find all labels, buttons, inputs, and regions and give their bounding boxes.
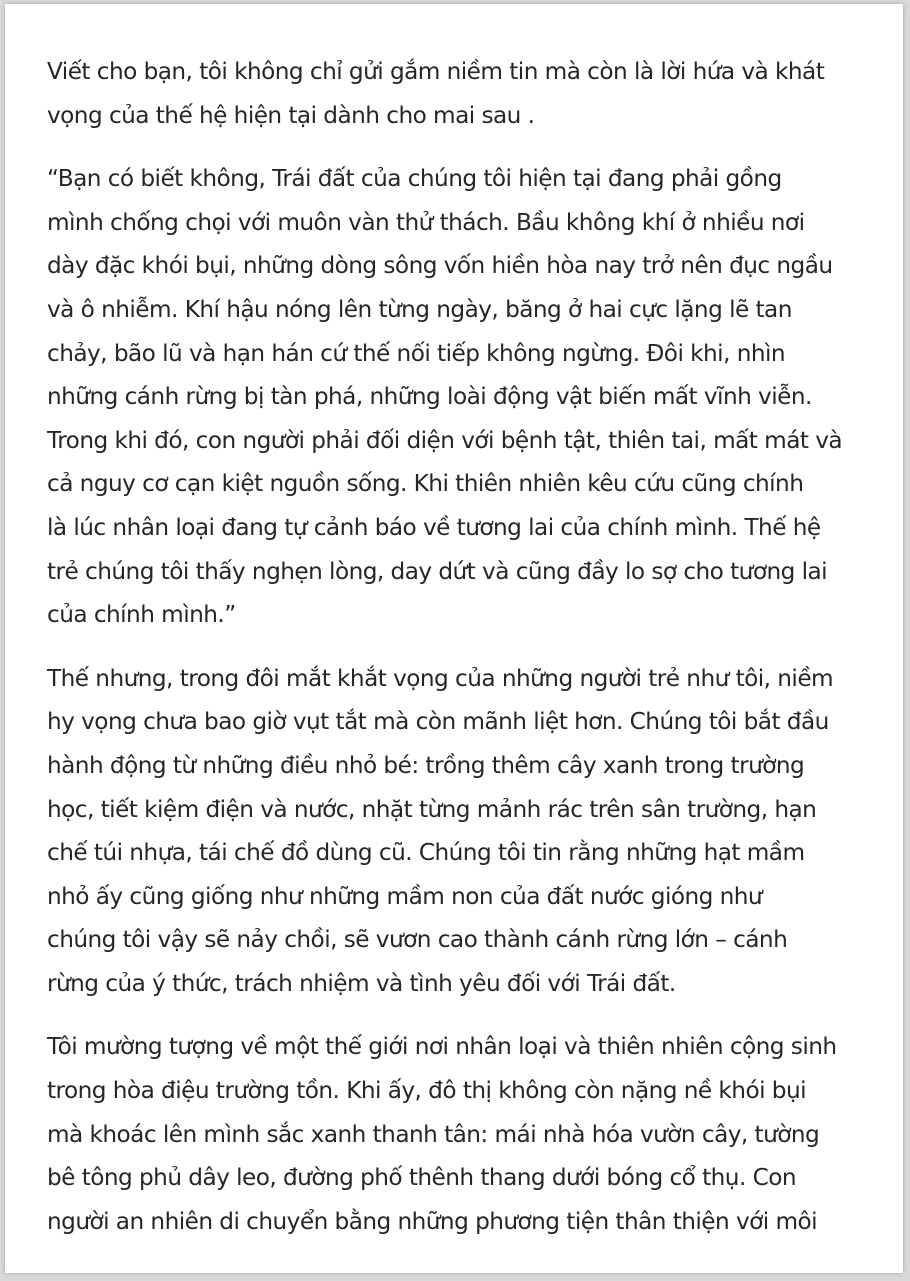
text-line: người an nhiên di chuyển bằng những phương tiện thân thiện với môi [47, 1207, 818, 1235]
text-line: là lúc nhân loại đang tự cảnh báo về tương lai của chính mình. Thế hệ [47, 513, 821, 541]
text-line: những cánh rừng bị tàn phá, những loài động vật biến mất vĩnh viễn. [47, 383, 812, 411]
paragraph-vision [47, 1025, 877, 1243]
text-line: của chính mình.” [47, 601, 236, 629]
text-line: chảy, bão lũ và hạn hán cứ thế nối tiếp không ngừng. Đôi khi, nhìn [47, 339, 786, 367]
text-line: hy vọng chưa bao giờ vụt tắt mà còn mãnh liệt hơn. Chúng tôi bắt đầu [47, 708, 829, 736]
text-line: học, tiết kiệm điện và nước, nhặt từng mảnh rác trên sân trường, hạn [47, 795, 817, 823]
paragraph-quote [47, 157, 877, 637]
text-line: “Bạn có biết không, Trái đất của chúng tôi hiện tại đang phải gồng [47, 165, 782, 193]
text-line: Tôi mường tượng về một thế giới nơi nhân loại và thiên nhiên cộng sinh [47, 1033, 837, 1061]
text-line: Viết cho bạn, tôi không chỉ gửi gắm niềm tin mà còn là lời hứa và khát [47, 58, 825, 85]
text-line: bê tông phủ dây leo, đường phố thênh thang dưới bóng cổ thụ. Con [47, 1164, 797, 1192]
text-line: cả nguy cơ cạn kiệt nguồn sống. Khi thiên nhiên kêu cứu cũng chính [47, 470, 804, 498]
paragraph-intro [47, 50, 877, 137]
text-line: trẻ chúng tôi thấy nghẹn lòng, day dứt và cũng đầy lo sợ cho tương lai [47, 557, 828, 585]
paragraph-hope [47, 657, 877, 1006]
letter-body [47, 50, 877, 1263]
text-line: trong hòa điệu trường tồn. Khi ấy, đô thị không còn nặng nề khói bụi [47, 1077, 807, 1105]
text-line: và ô nhiễm. Khí hậu nóng lên từng ngày, băng ở hai cực lặng lẽ tan [47, 295, 792, 323]
text-line: chúng tôi vậy sẽ nảy chồi, sẽ vươn cao thành cánh rừng lớn – cánh [47, 926, 788, 954]
text-line: vọng của thế hệ hiện tại dành cho mai sau . [47, 101, 535, 129]
text-line: chế túi nhựa, tái chế đồ dùng cũ. Chúng tôi tin rằng những hạt mầm [47, 839, 805, 867]
text-line: hành động từ những điều nhỏ bé: trồng thêm cây xanh trong trường [47, 751, 805, 779]
text-line: Thế nhưng, trong đôi mắt khắt vọng của những người trẻ như tôi, niềm [47, 664, 834, 692]
text-line: Trong khi đó, con người phải đối diện với bệnh tật, thiên tai, mất mát và [47, 426, 843, 454]
document-page [5, 4, 903, 1273]
text-line: rừng của ý thức, trách nhiệm và tình yêu đối với Trái đất. [47, 969, 676, 997]
text-line: nhỏ ấy cũng giống như những mầm non của đất nước gióng như [47, 882, 763, 910]
text-line: mà khoác lên mình sắc xanh thanh tân: mái nhà hóa vườn cây, tường [47, 1120, 820, 1148]
text-line: mình chống chọi với muôn vàn thử thách. Bầu không khí ở nhiều nơi [47, 208, 805, 236]
text-line: dày đặc khói bụi, những dòng sông vốn hiền hòa nay trở nên đục ngầu [47, 252, 833, 280]
